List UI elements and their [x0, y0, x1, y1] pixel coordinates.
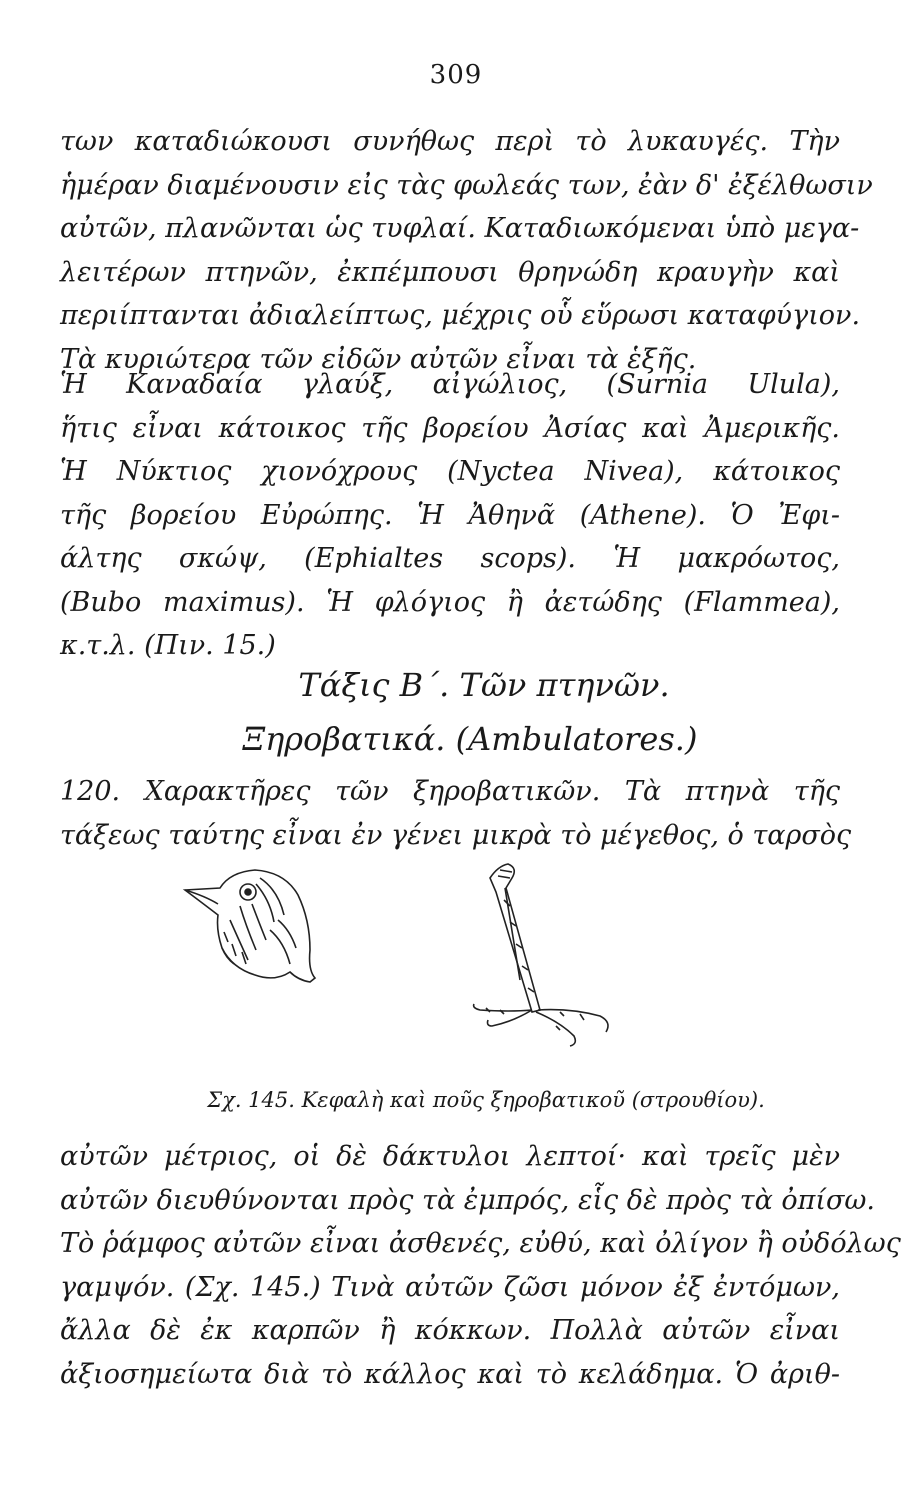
paragraph-owl-species — [60, 363, 840, 668]
text-line: αὐτῶν μέτριος, οἱ δὲ δάκτυλοι λεπτοί· καὶ τρεῖς μὲν — [60, 1141, 840, 1172]
text-line: των καταδιώκουσι συνήθως περὶ τὸ λυκαυγές. Τὴν — [60, 126, 840, 157]
text-line: κ.τ.λ. (Πιν. 15.) — [60, 630, 276, 661]
text-line: Τὸ ῥάμφος αὐτῶν εἶναι ἀσθενές, εὐθύ, καὶ ὀλίγον ἢ οὐδόλως — [60, 1228, 901, 1259]
figure-145 — [160, 860, 720, 1060]
text-line: περιίπτανται ἀδιαλείπτως, μέχρις οὗ εὕρωσι καταφύγιον. — [60, 300, 861, 331]
bird-foot-icon — [474, 864, 608, 1046]
text-line: ἥτις εἶναι κάτοικος τῆς βορείου Ἀσίας καὶ Ἀμερικῆς. — [60, 412, 840, 444]
text-line: ἄλλα δὲ ἐκ καρπῶν ἢ κόκκων. Πολλὰ αὐτῶν εἶναι — [60, 1315, 840, 1346]
text-line: ἀξιοσημείωτα διὰ τὸ κάλλος καὶ τὸ κελάδημα. Ὁ ἀριθ- — [60, 1358, 840, 1390]
text-line: αὐτῶν διευθύνονται πρὸς τὰ ἐμπρός, εἷς δὲ πρὸς τὰ ὀπίσω. — [60, 1184, 876, 1216]
page-number: 309 — [429, 60, 483, 90]
paragraph-ambulatores-characteristics — [60, 770, 852, 857]
bird-head-icon — [185, 870, 315, 982]
order-heading: Τάξις Β΄. Τῶν πτηνῶν. — [298, 666, 670, 704]
text-line: 120. Χαρακτῆρες τῶν ξηροβατικῶν. Τὰ πτηνὰ τῆς — [60, 776, 840, 807]
group-heading: Ξηροβατικά. (Ambulatores.) — [242, 720, 698, 758]
text-line: τάξεως ταύτης εἶναι ἐν γένει μικρὰ τὸ μέγεθος, ὁ ταρσὸς — [60, 819, 852, 851]
bird-head-and-foot-illustration — [160, 860, 720, 1060]
text-line: (Bubo maximus). Ἡ φλόγιος ἢ ἀετώδης (Flammea), — [60, 586, 840, 618]
text-line: τῆς βορείου Εὐρώπης. Ἡ Ἀθηνᾶ (Athene). Ὁ Ἐφι- — [60, 499, 840, 531]
paragraph-ambulatores-continued — [60, 1135, 901, 1396]
paragraph-owls-behavior — [60, 120, 873, 381]
text-line: Ἡ Καναδαία γλαύξ, αἰγώλιος, (Surnia Ulula), — [60, 369, 840, 400]
figure-caption: Σχ. 145. Κεφαλὴ καὶ ποῦς ξηροβατικοῦ (στρουθίου). — [207, 1088, 765, 1112]
text-line: λειτέρων πτηνῶν, ἐκπέμπουσι θρηνώδη κραυγὴν καὶ — [60, 256, 840, 288]
text-line: ἡμέραν διαμένουσιν εἰς τὰς φωλεάς των, ἐὰν δ' ἐξέλθωσιν — [60, 169, 873, 201]
text-line: αὐτῶν, πλανῶνται ὡς τυφλαί. Καταδιωκόμεναι ὑπὸ μεγα- — [60, 213, 860, 244]
text-line: Τὰ κυριώτερα τῶν εἰδῶν αὐτῶν εἶναι τὰ ἑξῆς. — [60, 343, 697, 375]
text-line: Ἡ Νύκτιος χιονόχρους (Nyctea Nivea), κάτοικος — [60, 456, 840, 487]
text-line: άλτης σκώψ, (Ephialtes scops). Ἡ μακρόωτος, — [60, 543, 840, 574]
text-line: γαμψόν. (Σχ. 145.) Τινὰ αὐτῶν ζῶσι μόνον ἐξ ἐντόμων, — [60, 1271, 840, 1303]
